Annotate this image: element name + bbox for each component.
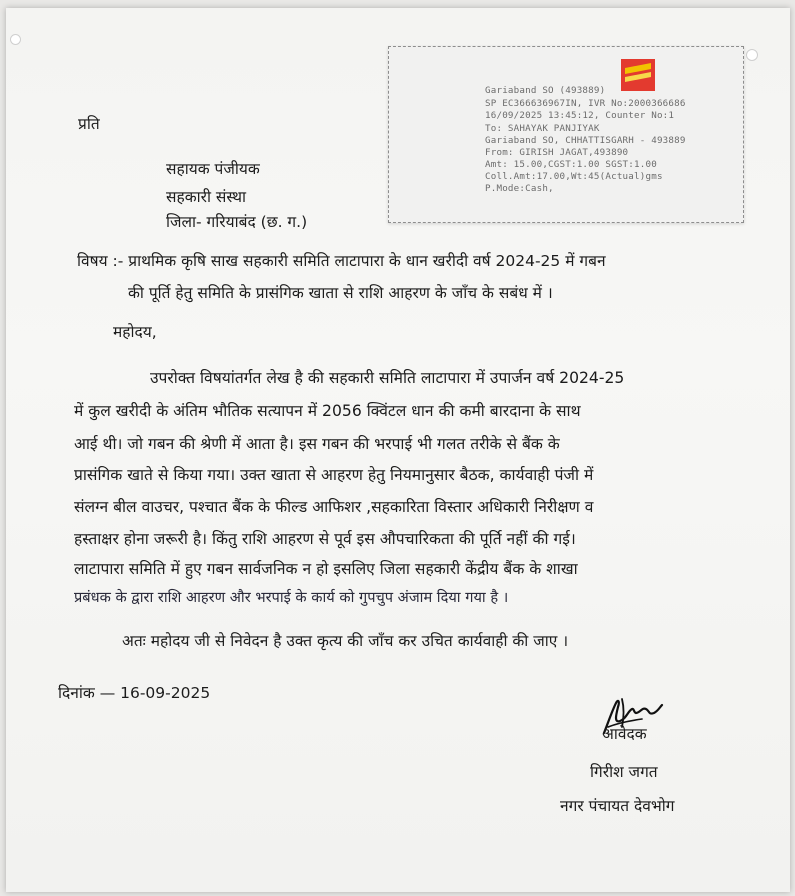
receipt-line: 16/09/2025 13:45:12, Counter No:1 [485, 110, 675, 121]
speed-post-receipt [388, 46, 744, 223]
body-line: आई थी। जो गबन की श्रेणी में आता है। इस गबन की भरपाई भी गलत तरीके से बैंक के [74, 435, 560, 453]
receipt-line: Amt: 15.00,CGST:1.00 SGST:1.00 [485, 159, 657, 170]
body-line: संलग्न बील वाउचर, पश्चात बैंक के फील्ड आफिशर ,सहकारिता विस्तार अधिकारी निरीक्षण व [74, 498, 594, 516]
receipt-line: Gariaband SO (493889) [485, 85, 606, 96]
receipt-line: P.Mode:Cash, [485, 183, 554, 194]
date-line: दिनांक — 16-09-2025 [58, 684, 211, 702]
body-line: में कुल खरीदी के अंतिम भौतिक सत्यापन में 2056 क्विंटल धान की कमी बारदाना के साथ [74, 402, 581, 420]
body-line: प्रासंगिक खाते से किया गया। उक्त खाता से आहरण हेतु नियमानुसार बैठक, कार्यवाही पंजी में [74, 466, 594, 484]
applicant-name: गिरीश जगत [590, 763, 658, 781]
receipt-line: From: GIRISH JAGAT,493890 [485, 147, 629, 158]
punch-hole [746, 49, 758, 61]
addressee-line: जिला- गरियाबंद (छ. ग.) [166, 213, 308, 231]
punch-hole [10, 34, 21, 45]
receipt-line: To: SAHAYAK PANJIYAK [485, 123, 600, 134]
india-post-logo-icon [621, 59, 655, 91]
body-line: लाटापारा समिति में हुए गबन सार्वजनिक न हो इसलिए जिला सहकारी केंद्रीय बैंक के शाखा [74, 560, 578, 578]
subject-line: विषय :- प्राथमिक कृषि साख सहकारी समिति लाटापारा के धान खरीदी वर्ष 2024-25 में गबन [77, 252, 606, 270]
body-line: उपरोक्त विषयांतर्गत लेख है की सहकारी समिति लाटापारा में उपार्जन वर्ष 2024-25 [150, 369, 625, 387]
addressee-line: सहकारी संस्था [166, 188, 247, 206]
addressee-line: सहायक पंजीयक [166, 160, 260, 178]
body-line: हस्ताक्षर होना जरूरी है। किंतु राशि आहरण से पूर्व इस औपचारिकता की पूर्ति नहीं की गई। [74, 530, 576, 548]
applicant-label: आवेदक [602, 725, 647, 743]
prati-label: प्रति [78, 115, 100, 133]
body-line: प्रबंधक के द्वारा राशि आहरण और भरपाई के कार्य को गुपचुप अंजाम दिया गया है । [74, 589, 509, 606]
request-line: अतः महोदय जी से निवेदन है उक्त कृत्य की जाँच कर उचित कार्यवाही की जाए । [122, 632, 569, 650]
subject-line: की पूर्ति हेतु समिति के प्रासंगिक खाता से राशि आहरण के जाँच के सबंध में । [128, 284, 553, 302]
applicant-place: नगर पंचायत देवभोग [560, 797, 675, 815]
receipt-line: Coll.Amt:17.00,Wt:45(Actual)gms [485, 171, 663, 182]
receipt-line: Gariaband SO, CHHATTISGARH - 493889 [485, 135, 686, 146]
salutation: महोदय, [113, 323, 157, 341]
receipt-line: SP EC366636967IN, IVR No:2000366686 [485, 98, 686, 109]
